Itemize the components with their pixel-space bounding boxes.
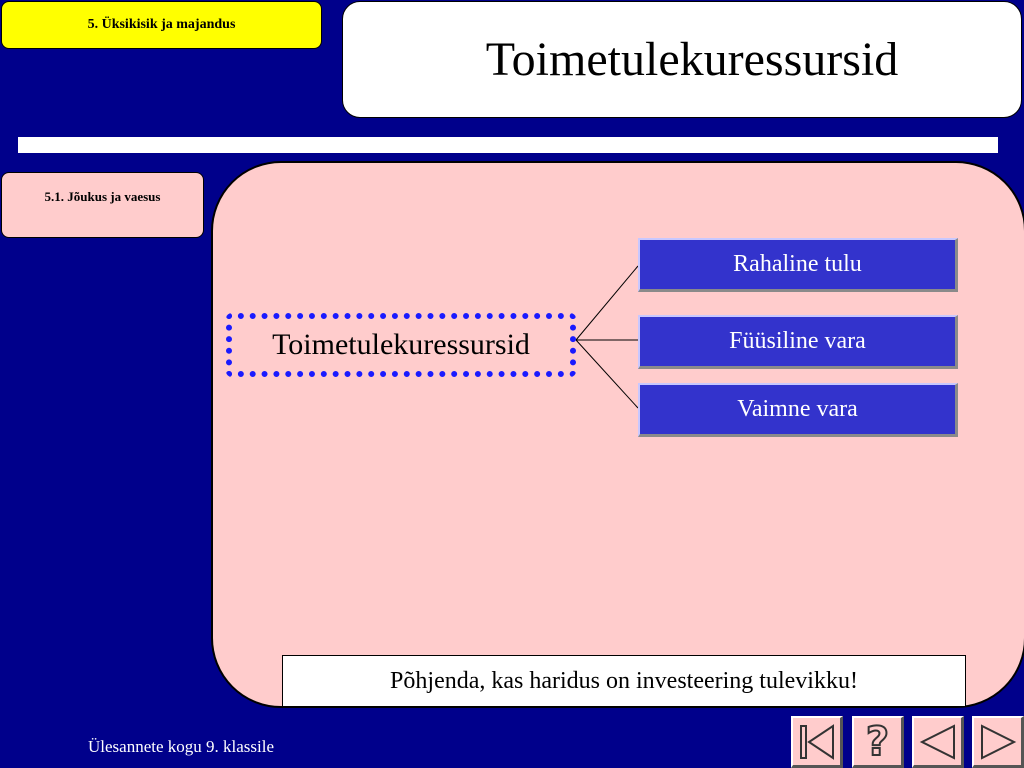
previous-slide-button[interactable] [912,716,964,768]
footer-caption: Ülesannete kogu 9. klassile [88,737,275,756]
diagram-branch-money-income[interactable] [638,238,958,292]
branch-label: Vaimne vara [737,396,858,422]
diagram-center-label: Toimetulekuressursid [272,328,530,361]
branch-label: Rahaline tulu [733,251,862,277]
diagram-branch-physical-assets[interactable] [638,315,958,369]
previous-slide-icon [918,724,958,760]
next-slide-icon [978,724,1018,760]
section-tab[interactable] [1,172,204,238]
diagram-branch-intellectual-assets[interactable] [638,383,958,437]
diagram-center-node [226,313,576,377]
first-slide-button[interactable] [791,716,843,768]
header-divider [18,137,998,153]
chapter-tab[interactable] [1,1,322,49]
next-slide-button[interactable] [972,716,1024,768]
page-title: Toimetulekuressursid [485,33,899,86]
branch-label: Füüsiline vara [729,328,866,354]
chapter-label: 5. Üksikisik ja majandus [87,17,236,32]
task-question-box [282,655,966,707]
help-button[interactable] [852,716,904,768]
help-icon: ? [865,718,890,765]
section-label: 5.1. Jõukus ja vaesus [44,189,161,204]
task-question: Põhjenda, kas haridus on investeering tulevikku! [390,667,858,694]
first-slide-icon [797,724,837,760]
page-title-box [342,1,1022,118]
